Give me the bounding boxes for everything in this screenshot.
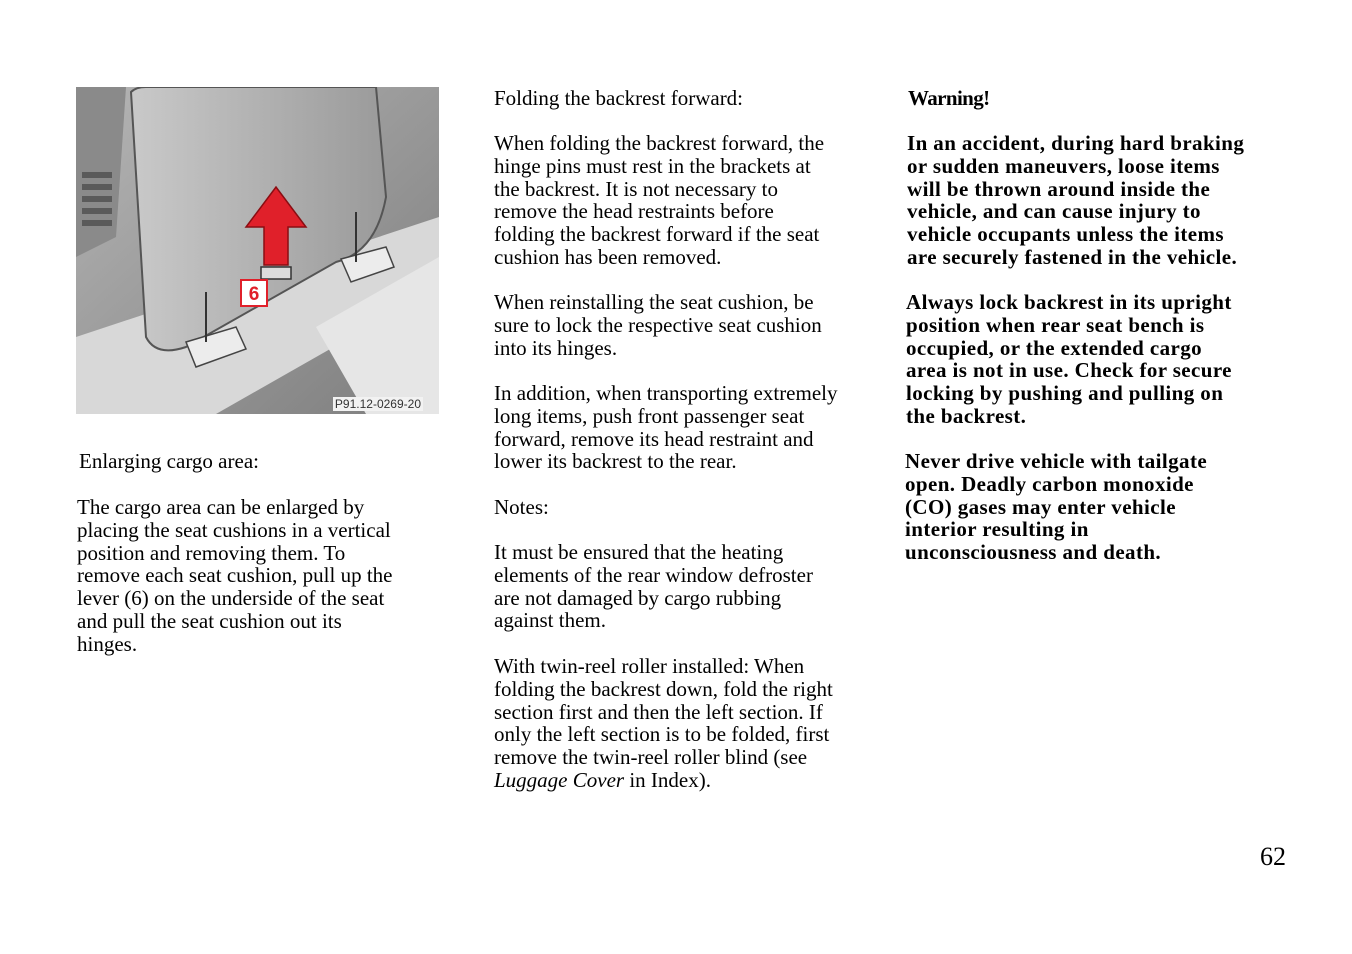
seat-cushion-drawing <box>76 87 439 414</box>
twin-reel-text-end: in Index). <box>624 767 711 792</box>
seat-cushion-illustration <box>76 87 439 414</box>
warning-backrest-lock: Always lock backrest in its upright position when rear seat bench is occupied, or the extended cargo area is not in use. Check for secure locking by pushing and pulling on the backrest. <box>906 290 1232 428</box>
callout-label: 6 <box>248 284 260 305</box>
paragraph-folding: When folding the backrest forward, the hinge pins must rest in the brackets at the backrest. It is not necessary to remove the head restraints before folding the backrest forward if the seat cushion has been removed. <box>494 131 825 269</box>
notes-heading: Notes: <box>494 495 549 519</box>
paragraph-enlarging: The cargo area can be enlarged by placing the seat cushions in a vertical position and removing them. To remove each seat cushion, pull up the lever (6) on the underside of the seat and pull the seat cushion out its hinges. <box>77 495 393 656</box>
section-heading-folding: Folding the backrest forward: <box>494 86 744 110</box>
warning-tailgate: Never drive vehicle with tailgate open. Deadly carbon monoxide (CO) gases may enter vehicle interior resulting in unconsciousness and death. <box>905 449 1208 565</box>
paragraph-defroster: It must be ensured that the heating elements of the rear window defroster are not damaged by cargo rubbing against them. <box>494 540 813 633</box>
warning-heading: Warning! <box>908 86 990 110</box>
luggage-cover-reference: Luggage Cover <box>494 767 625 792</box>
figure-code: P91.12-0269-20 <box>334 397 421 411</box>
paragraph-long-items: In addition, when transporting extremely long items, push front passenger seat forward, remove its head restraint and lower its backrest to the rear. <box>494 381 838 474</box>
page-number: 62 <box>1260 842 1286 871</box>
paragraph-reinstall: When reinstalling the seat cushion, be sure to lock the respective seat cushion into its hinges. <box>494 290 822 360</box>
paragraph-twin-reel <box>494 655 864 792</box>
section-heading-enlarging: Enlarging cargo area: <box>79 449 259 473</box>
twin-reel-text: With twin-reel roller installed: When folding the backrest down, fold the right section first and then the left section. If only the left section is to be folded, first remove the twin-reel roller blind (see <box>494 654 833 770</box>
warning-loose-items: In an accident, during hard braking or sudden maneuvers, loose items will be thrown around inside the vehicle, and can cause injury to vehicle occupants unless the items are securely fastened in the vehicle. <box>907 131 1245 269</box>
